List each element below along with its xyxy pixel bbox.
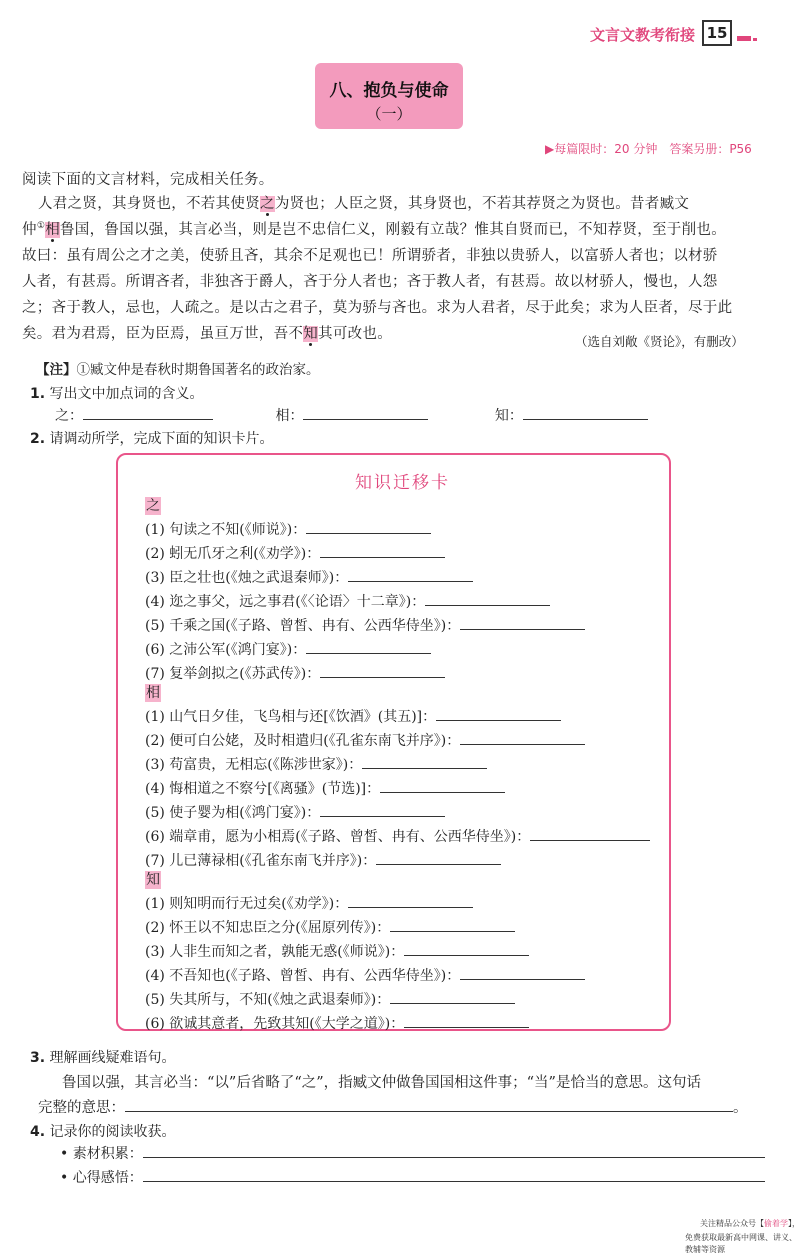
q1-answer-row: 之： 相： 知： <box>55 405 648 425</box>
card-item: (5) 千乘之国(《子路、曾皙、冉有、公西华侍坐》)： <box>145 615 585 635</box>
q1-blank-zhi[interactable] <box>83 406 213 420</box>
question-1: 1. 写出文中加点词的含义。 <box>30 386 204 402</box>
card-item: (2) 便可白公姥，及时相遣归(《孔雀东南飞并序》)： <box>145 730 585 750</box>
card-blank[interactable] <box>376 851 501 865</box>
card-blank[interactable] <box>460 616 585 630</box>
card-blank[interactable] <box>348 568 473 582</box>
q3-blank[interactable] <box>125 1098 733 1112</box>
q1-blank-xiang[interactable] <box>303 406 428 420</box>
q4-row-reflection: • 心得感悟： <box>60 1167 765 1187</box>
card-item: (3) 苟富贵，无相忘(《陈涉世家》)： <box>145 754 487 774</box>
card-item: (3) 臣之壮也(《烛之武退秦师》)： <box>145 567 473 587</box>
question-4: 4. 记录你的阅读收获。 <box>30 1124 176 1140</box>
passage-line-5: 之；吝于教人，忌也，人疏之。是以古之君子，莫为骄与吝也。求为人君者，尽于此矣；求为人臣者，尽于此 <box>22 300 733 316</box>
card-blank[interactable] <box>404 942 529 956</box>
card-item: (2) 怀王以不知忠臣之分(《屈原列传》)： <box>145 917 515 937</box>
q3-answer-row: 完整的意思： 。 <box>38 1100 748 1116</box>
card-item: (7) 复举剑拟之(《苏武传》)： <box>145 663 445 683</box>
card-tag-zhi: 之 <box>146 498 160 514</box>
card-blank[interactable] <box>306 520 431 534</box>
footnote-mark: ① <box>36 221 46 232</box>
footer-line-2: 免费获取最新高中网课、讲义、教辅等资源 <box>685 1233 797 1254</box>
card-blank[interactable] <box>348 894 473 908</box>
header-title: 文言文教考衔接 <box>590 26 696 44</box>
question-3: 3. 理解画线疑难语句。 <box>30 1050 176 1066</box>
footer-line-1: 关注精品公众号【偷着学】， <box>700 1219 800 1228</box>
question-2: 2. 请调动所学，完成下面的知识卡片。 <box>30 431 274 447</box>
passage-line-2: 仲①相鲁国，鲁国以强，其言必当，则是岂不忠信仁义，刚毅有立哉？惟其自贤而已，不知荐贤，至于削也。 <box>22 221 726 238</box>
card-blank[interactable] <box>404 1014 529 1028</box>
dotted-word-zhi2: 知 <box>303 326 319 342</box>
passage-line-4: 人者，有甚焉。所谓吝者，非独吝于爵人，吝于分人者也；吝于教人者，有甚焉。故以材骄人，慢也，人怨 <box>22 274 718 290</box>
passage-line-3: 故曰：虽有周公之才之美，使骄且吝，其余不足观也已！所谓骄者，非独以贵骄人，以富骄人者也；以材骄 <box>22 248 718 264</box>
card-item: (5) 使子婴为相(《鸿门宴》)： <box>145 802 445 822</box>
card-blank[interactable] <box>320 803 445 817</box>
time-limit: ▶每篇限时：20 分钟 答案另册：P56 <box>545 142 752 156</box>
card-tag-xiang: 相 <box>146 685 160 701</box>
card-blank[interactable] <box>320 544 445 558</box>
card-item: (1) 则知明而行无过矣(《劝学》)： <box>145 893 473 913</box>
intro-text: 阅读下面的文言材料，完成相关任务。 <box>22 172 274 188</box>
q4-blank-material[interactable] <box>143 1144 765 1158</box>
q3-body: 鲁国以强，其言必当：“以”后省略了“之”，指臧文仲做鲁国国相这件事；“当”是恰当的意思。这句话 <box>62 1075 701 1091</box>
card-item: (3) 人非生而知之者，孰能无惑(《师说》)： <box>145 941 529 961</box>
card-blank[interactable] <box>362 755 487 769</box>
card-blank[interactable] <box>460 966 585 980</box>
card-item: (6) 欲诚其意者，先致其知(《大学之道》)： <box>145 1013 529 1033</box>
card-item: (4) 悔相道之不察兮[《离骚》(节选)]： <box>145 778 505 798</box>
lesson-title: 八、抱负与使命 <box>329 81 449 101</box>
card-item: (4) 不吾知也(《子路、曾皙、冉有、公西华侍坐》)： <box>145 965 585 985</box>
passage-line-1: 人君之贤，其身贤也，不若其使贤之为贤也；人臣之贤，其身贤也，不若其荐贤之为贤也。昔者臧文 <box>38 196 690 212</box>
page-number: 15 <box>702 20 732 46</box>
card-blank[interactable] <box>425 592 550 606</box>
card-item: (6) 端章甫，愿为小相焉(《子路、曾皙、冉有、公西华侍坐》)： <box>145 826 650 846</box>
card-item: (4) 迩之事父，远之事君(《〈论语〉十二章》)： <box>145 591 550 611</box>
card-blank[interactable] <box>306 640 431 654</box>
card-tag-zhi2: 知 <box>146 872 160 888</box>
q1-blank-zhi2[interactable] <box>523 406 648 420</box>
dotted-word-zhi: 之 <box>260 196 275 212</box>
annotation: 【注】①臧文仲是春秋时期鲁国著名的政治家。 <box>36 362 320 378</box>
card-blank[interactable] <box>390 990 515 1004</box>
card-title: 知识迁移卡 <box>355 473 450 493</box>
card-item: (7) 儿已薄禄相(《孔雀东南飞并序》)： <box>145 850 501 870</box>
lesson-title-box <box>315 63 463 129</box>
q4-row-material: • 素材积累： <box>60 1143 765 1163</box>
card-blank[interactable] <box>320 664 445 678</box>
card-blank[interactable] <box>436 707 561 721</box>
card-blank[interactable] <box>530 827 650 841</box>
q4-blank-reflection[interactable] <box>143 1168 765 1182</box>
header-decoration-small <box>753 38 757 41</box>
source-citation: （选自刘敞《贤论》，有删改） <box>575 334 744 349</box>
card-item: (5) 失其所与，不知(《烛之武退秦师》)： <box>145 989 515 1009</box>
dotted-word-xiang: 相 <box>45 222 60 238</box>
card-item: (1) 山气日夕佳，飞鸟相与还[《饮酒》(其五)]： <box>145 706 561 726</box>
card-item: (1) 句读之不知(《师说》)： <box>145 519 431 539</box>
card-item: (6) 之沛公军(《鸿门宴》)： <box>145 639 431 659</box>
lesson-subtitle: （一） <box>366 105 412 123</box>
card-blank[interactable] <box>380 779 505 793</box>
card-blank[interactable] <box>460 731 585 745</box>
card-item: (2) 蚓无爪牙之利(《劝学》)： <box>145 543 445 563</box>
header-decoration <box>737 36 751 41</box>
passage-line-6: 矣。君为君焉，臣为臣焉，虽亘万世，吾不知其可改也。 <box>22 326 393 342</box>
card-blank[interactable] <box>390 918 515 932</box>
